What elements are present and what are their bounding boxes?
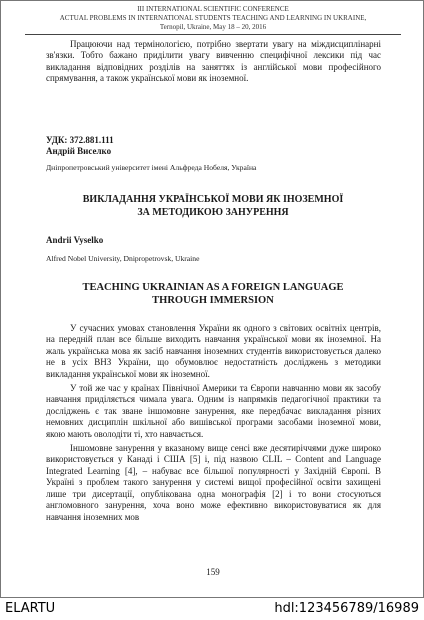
author-name-en: Andrii Vyselko [46,235,104,245]
body-paragraph: Іншомовне занурення у вказаному вище сенсі вже десятиріччями дуже широко використовується у Канаді і США [5] і, під назвою CLIL – Content and Language Integrated Learning [4], – набуває все більшої популярності у Західній Європі. В Україні з проблем такого занурення у системі вищої професійної освіти захищені лише три дисертації, опублікована одна монографія [2] і то вони стосуються англомовного занурення, хоча воно може ефективно використовуватися як для навчання іноземних мов [46,443,381,522]
affiliation-ua: Дніпропетровський університет імені Альфреда Нобеля, Україна [46,163,257,172]
title-en-line-1: TEACHING UKRAINIAN AS A FOREIGN LANGUAGE [82,282,344,293]
page-number: 159 [206,567,220,577]
article-body [46,323,381,526]
header-line-2: ACTUAL PROBLEMS IN INTERNATIONAL STUDENTS TEACHING AND LEARNING IN UKRAINE, [59,14,367,22]
conference-header [1,5,424,32]
body-paragraph: У той же час у країнах Північної Америки та Європи навчанню мови як засобу навчання приділяється чимала увага. Одним із напрямків педагогічної практики та досліджень є так зване іншомовне занурення, яке передбачає викладання різних немовних дисциплін шкільної або вишівської програми засобами іноземної мови, якою мають оволодіти ті, хто навчається. [46,383,381,439]
udk-block [46,135,114,157]
title-en [31,281,395,307]
intro-paragraph-block [46,39,381,88]
header-divider [25,34,401,35]
repository-name: ELARTU [5,601,56,616]
affiliation-en: Alfred Nobel University, Dnipropetrovsk, Ukraine [46,254,200,263]
title-ua-line-2: ЗА МЕТОДИКОЮ ЗАНУРЕННЯ [137,206,289,218]
author-name-ua: Андрій Виселко [46,146,112,156]
header-line-3: Ternopil, Ukraine, May 18 – 20, 2016 [159,23,267,31]
title-en-line-2: THROUGH IMMERSION [152,295,274,306]
intro-paragraph: Працюючи над термінологією, потрібно звертати увагу на міждисциплінарні зв'язки. Тобто бажано приділити увагу вивченню специфічної лексики під час викладання відповідних розділів на заняттях із англійської мови професійного спрямування, а також української мови як іноземної. [46,39,381,84]
repository-footer [0,598,424,620]
title-ua [31,194,395,219]
udk-code: УДК: 372.881.111 [46,135,114,145]
title-ua-line-1: ВИКЛАДАННЯ УКРАЇНСЬКОЇ МОВИ ЯК ІНОЗЕМНОЇ [82,194,344,205]
header-line-1: III INTERNATIONAL SCIENTIFIC CONFERENCE [137,5,289,13]
handle-identifier: hdl:123456789/16989 [274,601,419,616]
body-paragraph: У сучасних умовах становлення України як одного з світових освітніх центрів, на передній план все більше виходить навчання української мови як іноземної. На жаль українська мова як засіб навчання іноземних студентів використовується далеко не в усіх ВНЗ України, що обумовлює недостатність досліджень з методики викладання української мови як іноземної. [46,323,381,379]
